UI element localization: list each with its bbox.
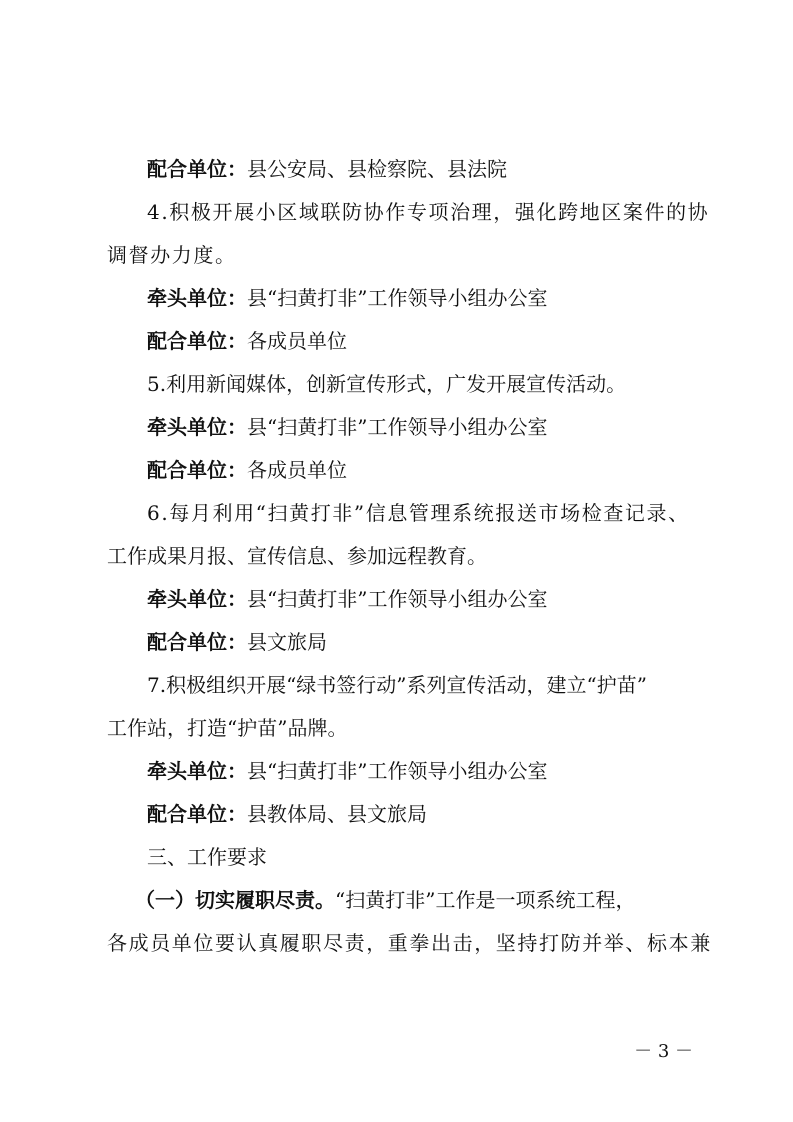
lead-unit-line-1 <box>0 284 793 312</box>
cooperating-units-label: 配合单位： <box>147 329 247 353</box>
lead-unit-label: 牵头单位： <box>147 415 247 439</box>
lead-unit-line-4 <box>0 757 793 785</box>
item-6-line-1: 6.每月利用“扫黄打非”信息管理系统报送市场检查记录、 <box>147 501 690 525</box>
cooperating-units-text: 县教体局、县文旅局 <box>247 802 427 826</box>
cooperating-units-label: 配合单位： <box>147 630 247 654</box>
cooperating-units-line-2 <box>0 327 793 355</box>
requirement-1-text: “扫黄打非”工作是一项系统工程， <box>335 888 636 912</box>
lead-unit-line-2 <box>0 413 793 441</box>
requirement-1-line-1 <box>0 886 793 914</box>
cooperating-units-text: 各成员单位 <box>247 329 347 353</box>
lead-unit-label: 牵头单位： <box>147 759 247 783</box>
cooperating-units-label: 配合单位： <box>147 458 247 482</box>
item-4-line-1: 4.积极开展小区域联防协作专项治理，强化跨地区案件的协 <box>147 200 710 224</box>
cooperating-units-text: 县公安局、县检察院、县法院 <box>247 157 507 181</box>
requirement-1-line-2: 各成员单位要认真履职尽责，重拳出击，坚持打防并举、标本兼 <box>107 931 712 955</box>
section-heading-work-requirements: 三、工作要求 <box>147 845 267 869</box>
page-number: － 3 － <box>634 1041 693 1062</box>
cooperating-units-line-4 <box>0 628 793 656</box>
item-4-line-2: 调督办力度。 <box>107 243 237 267</box>
lead-unit-line-3 <box>0 585 793 613</box>
cooperating-units-line-5 <box>0 800 793 828</box>
cooperating-units-line-1 <box>0 155 793 183</box>
cooperating-units-label: 配合单位： <box>147 802 247 826</box>
cooperating-units-text: 县文旅局 <box>247 630 327 654</box>
cooperating-units-label: 配合单位： <box>147 157 247 181</box>
item-7-line-1: 7.积极组织开展“绿书签行动”系列宣传活动，建立“护苗” <box>147 673 647 697</box>
item-6-line-2: 工作成果月报、宣传信息、参加远程教育。 <box>107 544 487 568</box>
lead-unit-text: 县“扫黄打非”工作领导小组办公室 <box>247 286 548 310</box>
item-7-line-2: 工作站，打造“护苗”品牌。 <box>107 716 348 740</box>
lead-unit-label: 牵头单位： <box>147 286 247 310</box>
requirement-1-title: （一）切实履职尽责。 <box>135 888 335 912</box>
item-5-line-1: 5.利用新闻媒体，创新宣传形式，广发开展宣传活动。 <box>147 372 627 396</box>
cooperating-units-line-3 <box>0 456 793 484</box>
lead-unit-text: 县“扫黄打非”工作领导小组办公室 <box>247 759 548 783</box>
cooperating-units-text: 各成员单位 <box>247 458 347 482</box>
lead-unit-text: 县“扫黄打非”工作领导小组办公室 <box>247 415 548 439</box>
lead-unit-text: 县“扫黄打非”工作领导小组办公室 <box>247 587 548 611</box>
lead-unit-label: 牵头单位： <box>147 587 247 611</box>
